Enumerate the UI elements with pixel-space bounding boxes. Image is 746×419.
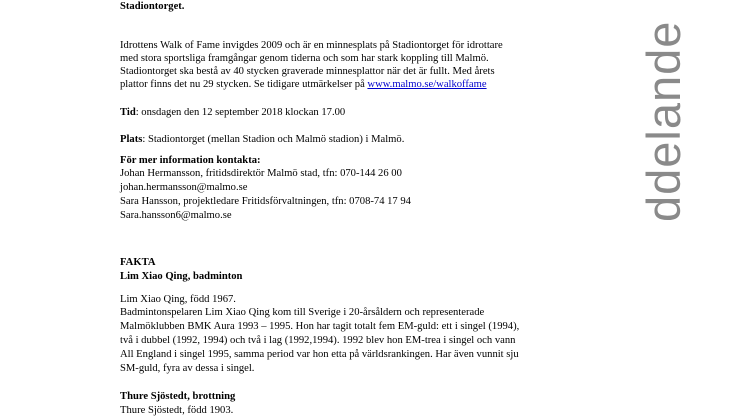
athlete1-text-line: två i dubbel (1992, 1994) och två i lag (1992,1994). 1992 blev hon EM-trea i singel och vann xyxy=(120,335,516,346)
side-word: ddelande xyxy=(637,20,690,222)
intro-text: plattor finns det nu 29 stycken. Se tidigare utmärkelser på xyxy=(120,79,368,90)
athlete1-text-line: Malmöklubben BMK Aura 1993 – 1995. Hon har tagit totalt fem EM-guld: ett i singel (1994), xyxy=(120,321,520,332)
athlete1-text-line: SM-guld, fyra av dessa i singel. xyxy=(120,363,255,374)
contact-email: johan.hermansson@malmo.se xyxy=(120,182,248,193)
intro-line xyxy=(120,78,487,91)
time-line xyxy=(120,106,345,119)
athlete1-text-line: Badmintonspelaren Lim Xiao Qing kom till Sverige i 20-årsåldern och representerade xyxy=(120,307,485,318)
place-value: : Stadiontorget (mellan Stadion och Malmö stadion) i Malmö. xyxy=(142,134,405,145)
facts-heading: FAKTA xyxy=(120,257,156,268)
place-label: Plats xyxy=(120,134,143,145)
intro-line: med stora sportsliga framgångar genom tiderna och som har stark koppling till Malmö. xyxy=(120,53,489,64)
athlete2-born: Thure Sjöstedt, född 1903. xyxy=(120,405,234,416)
athlete1-heading: Lim Xiao Qing, badminton xyxy=(120,271,243,282)
contact-email: Sara.hansson6@malmo.se xyxy=(120,210,232,221)
walk-of-fame-link[interactable]: www.malmo.se/walkoffame xyxy=(367,79,487,90)
athlete1-text-line: All England i singel 1995, samma period var hon etta på världsrankingen. Har även vunnit sju xyxy=(120,349,519,360)
time-label: Tid xyxy=(120,107,136,118)
athlete2-heading: Thure Sjöstedt, brottning xyxy=(120,391,236,402)
contact-line: Johan Hermansson, fritidsdirektör Malmö stad, tfn: 070-144 26 00 xyxy=(120,168,402,179)
intro-line: Stadiontorget ska bestå av 40 stycken graverade minnesplattor när det är fullt. Med årets xyxy=(120,66,495,77)
place-line xyxy=(120,133,404,146)
athlete1-born: Lim Xiao Qing, född 1967. xyxy=(120,294,236,305)
header-line: Stadiontorget. xyxy=(120,1,185,12)
time-value: : onsdagen den 12 september 2018 klockan 17.00 xyxy=(135,107,346,118)
contact-heading: För mer information kontakta: xyxy=(120,155,261,166)
intro-line: Idrottens Walk of Fame invigdes 2009 och är en minnesplats på Stadiontorget för idrottare xyxy=(120,40,503,51)
side-title xyxy=(636,0,716,230)
contact-line: Sara Hansson, projektledare Fritidsförvaltningen, tfn: 0708-74 17 94 xyxy=(120,196,411,207)
